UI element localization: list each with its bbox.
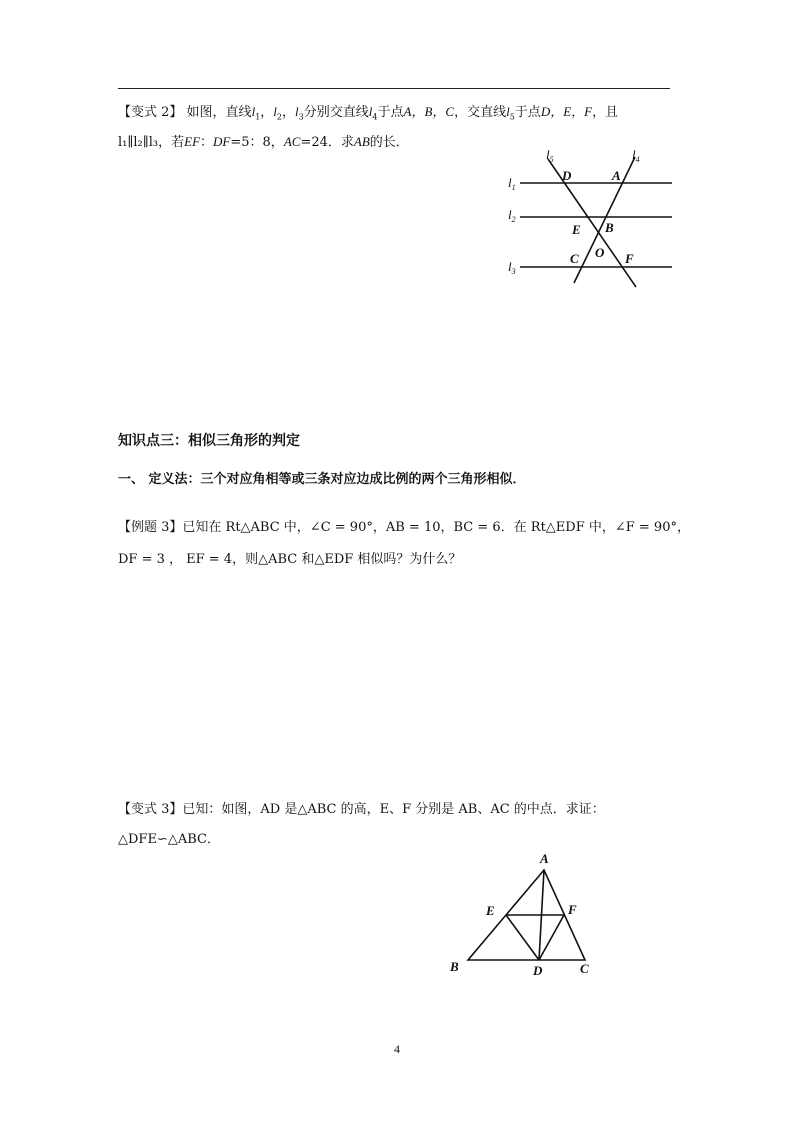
variant3-line2: △DFE∽△ABC．: [118, 832, 220, 847]
section3-title: 知识点三：相似三角形的判定: [118, 433, 300, 449]
point-D: D: [562, 168, 572, 183]
label-l2: $l_2$: [508, 207, 516, 224]
point-F: F: [625, 251, 634, 266]
point-B: B: [605, 220, 614, 235]
example3-line2: DF = 3 ， EF = 4，则△ABC 和△EDF 相似吗？为什么？: [118, 552, 462, 567]
variant2-line2: l₁∥l₂∥l₃，若EF：DF=5：8，AC=24．求AB的长．: [118, 134, 409, 150]
point-B: B: [450, 959, 459, 974]
point-E: E: [486, 903, 495, 918]
point-F: F: [568, 902, 577, 917]
label-l1: $l_1$: [508, 175, 516, 192]
example3-line1: 【例题 3】已知在 Rt△ABC 中，∠C = 90°，AB = 10，BC = 6．在 Rt△EDF 中，∠F = 90°，: [118, 520, 690, 535]
variant3-line1: 【变式 3】已知：如图，AD 是△ABC 的高，E、F 分别是 AB、AC 的中点．求证：: [118, 802, 605, 817]
variant3-label: 【变式 3】: [118, 802, 183, 817]
parallel-lines-figure: [500, 145, 680, 295]
label-l5: $l_5$: [546, 147, 554, 164]
page-number: 4: [394, 1042, 400, 1056]
header-rule: [118, 88, 670, 89]
section3-definition: 一、 定义法：三个对应角相等或三条对应边成比例的两个三角形相似．: [118, 472, 526, 487]
variant2-label: 【变式 2】: [118, 105, 183, 120]
point-C: C: [580, 961, 589, 976]
segment-fd: [539, 915, 564, 960]
point-A: A: [540, 851, 549, 866]
point-E: E: [572, 222, 581, 237]
label-l3: $l_3$: [508, 259, 516, 276]
segment-ed: [506, 915, 539, 960]
point-A: A: [612, 168, 621, 183]
triangle-figure: [440, 845, 600, 980]
point-C: C: [570, 251, 579, 266]
example3-label: 【例题 3】: [118, 520, 183, 535]
label-l4: $l_4$: [632, 147, 640, 164]
variant2-line1: 【变式 2】 如图，直线$l_1$，$l_2$，$l_3$分别交直线$l_4$于点A，B，C，交直线$l_5$于点D，E，F，且: [118, 104, 619, 122]
point-D: D: [533, 963, 543, 978]
point-O: O: [595, 245, 605, 260]
